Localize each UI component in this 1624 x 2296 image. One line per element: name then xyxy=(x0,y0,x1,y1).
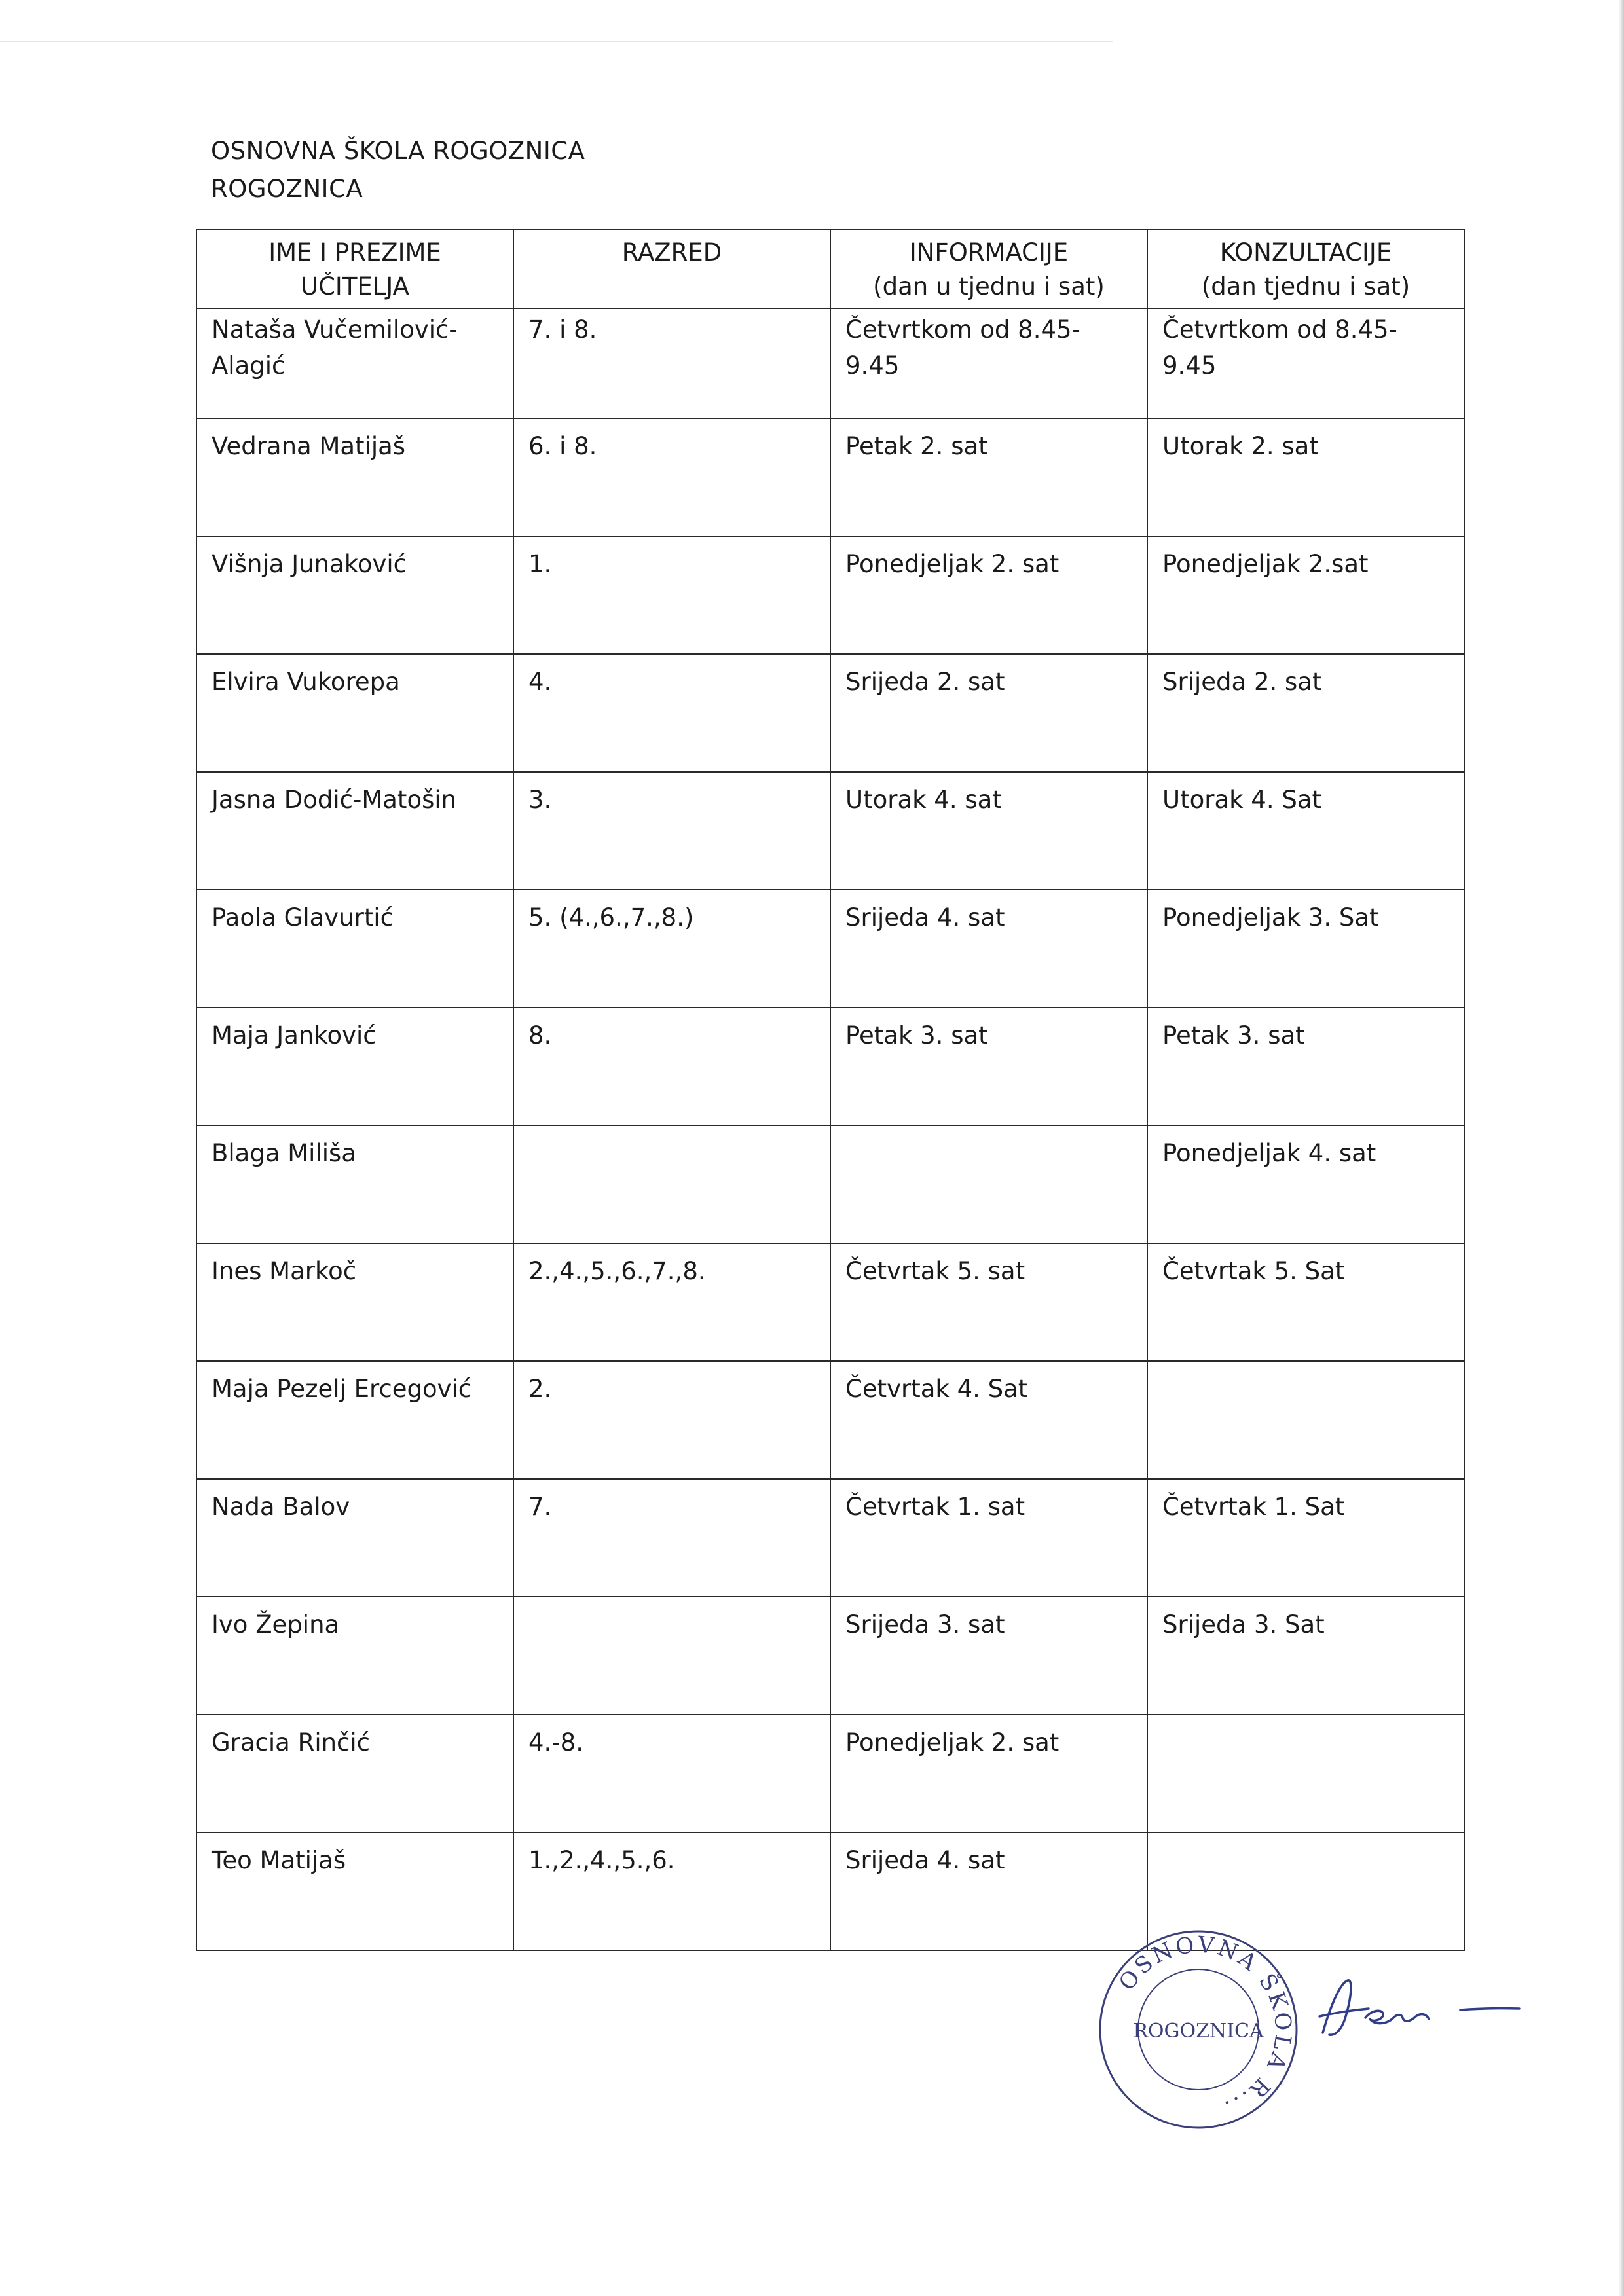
cell-konzultacije: Ponedjeljak 4. sat xyxy=(1147,1125,1464,1243)
cell-name: Ines Markoč xyxy=(196,1243,513,1361)
cell-konzultacije: Srijeda 3. Sat xyxy=(1147,1597,1464,1715)
column-header-line: INFORMACIJE xyxy=(909,238,1069,266)
cell-informacije: Četvrtkom od 8.45-9.45 xyxy=(830,308,1147,418)
cell-razred: 4. xyxy=(513,654,830,772)
school-seal-icon xyxy=(1094,1925,1303,2134)
cell-name: Maja Janković xyxy=(196,1008,513,1125)
cell-name: Vedrana Matijaš xyxy=(196,418,513,536)
table-row xyxy=(196,1008,1464,1125)
table-header-row xyxy=(196,230,1464,308)
cell-konzultacije: Srijeda 2. sat xyxy=(1147,654,1464,772)
cell-razred xyxy=(513,1597,830,1715)
cell-razred: 5. (4.,6.,7.,8.) xyxy=(513,890,830,1008)
column-header-line: (dan u tjednu i sat) xyxy=(873,272,1105,301)
cell-razred: 3. xyxy=(513,772,830,890)
column-header-razred xyxy=(513,230,830,308)
cell-razred: 2.,4.,5.,6.,7.,8. xyxy=(513,1243,830,1361)
cell-informacije: Srijeda 2. sat xyxy=(830,654,1147,772)
cell-konzultacije xyxy=(1147,1715,1464,1832)
table-row xyxy=(196,418,1464,536)
cell-name: Teo Matijaš xyxy=(196,1832,513,1950)
school-town: ROGOZNICA xyxy=(211,175,363,203)
cell-razred: 2. xyxy=(513,1361,830,1479)
cell-name: Jasna Dodić-Matošin xyxy=(196,772,513,890)
column-header-name xyxy=(196,230,513,308)
cell-informacije: Četvrtak 5. sat xyxy=(830,1243,1147,1361)
cell-name: Maja Pezelj Ercegović xyxy=(196,1361,513,1479)
cell-razred xyxy=(513,1125,830,1243)
cell-konzultacije: Utorak 4. Sat xyxy=(1147,772,1464,890)
table-row xyxy=(196,1361,1464,1479)
stamp-center-text: ROGOZNICA xyxy=(1133,2020,1264,2043)
cell-razred: 7. xyxy=(513,1479,830,1597)
column-header-line: IME I PREZIME xyxy=(268,238,441,266)
cell-informacije: Srijeda 4. sat xyxy=(830,890,1147,1008)
cell-informacije: Utorak 4. sat xyxy=(830,772,1147,890)
table-row xyxy=(196,1715,1464,1832)
cell-konzultacije: Petak 3. sat xyxy=(1147,1008,1464,1125)
cell-informacije: Petak 3. sat xyxy=(830,1008,1147,1125)
cell-informacije xyxy=(830,1125,1147,1243)
table-row xyxy=(196,1243,1464,1361)
cell-name: Ivo Žepina xyxy=(196,1597,513,1715)
handwritten-signature-icon xyxy=(1310,1971,1532,2049)
column-header-line: UČITELJA xyxy=(301,272,409,301)
cell-razred: 7. i 8. xyxy=(513,308,830,418)
cell-name: Paola Glavurtić xyxy=(196,890,513,1008)
cell-konzultacije: Četvrtkom od 8.45-9.45 xyxy=(1147,308,1464,418)
cell-razred: 1. xyxy=(513,536,830,654)
cell-informacije: Petak 2. sat xyxy=(830,418,1147,536)
cell-informacije: Srijeda 3. sat xyxy=(830,1597,1147,1715)
column-header-line: KONZULTACIJE xyxy=(1219,238,1392,266)
table-body xyxy=(196,308,1464,1950)
table-row xyxy=(196,308,1464,418)
column-header-konzultacije xyxy=(1147,230,1464,308)
stamp-ring-text: OSNOVNA ŠKOLA R... xyxy=(1113,1931,1297,2123)
cell-informacije: Ponedjeljak 2. sat xyxy=(830,536,1147,654)
column-header-line: (dan tjednu i sat) xyxy=(1201,272,1411,301)
table-row xyxy=(196,1479,1464,1597)
cell-konzultacije: Četvrtak 1. Sat xyxy=(1147,1479,1464,1597)
cell-name: Višnja Junaković xyxy=(196,536,513,654)
scan-artifact-line xyxy=(0,41,1113,42)
school-name: OSNOVNA ŠKOLA ROGOZNICA xyxy=(211,137,585,165)
cell-name: Elvira Vukorepa xyxy=(196,654,513,772)
cell-informacije: Četvrtak 1. sat xyxy=(830,1479,1147,1597)
cell-name: Nataša Vučemilović-Alagić xyxy=(196,308,513,418)
cell-name: Nada Balov xyxy=(196,1479,513,1597)
table-row xyxy=(196,536,1464,654)
cell-razred: 8. xyxy=(513,1008,830,1125)
column-header-line: RAZRED xyxy=(621,238,722,266)
table-row xyxy=(196,772,1464,890)
scan-edge-shadow xyxy=(1619,0,1624,2296)
table-row xyxy=(196,1125,1464,1243)
document-header xyxy=(211,132,585,208)
cell-name: Blaga Miliša xyxy=(196,1125,513,1243)
cell-informacije: Ponedjeljak 2. sat xyxy=(830,1715,1147,1832)
teacher-schedule-table xyxy=(196,229,1465,1951)
cell-name: Gracia Rinčić xyxy=(196,1715,513,1832)
cell-informacije: Četvrtak 4. Sat xyxy=(830,1361,1147,1479)
table-row xyxy=(196,654,1464,772)
cell-razred: 1.,2.,4.,5.,6. xyxy=(513,1832,830,1950)
cell-konzultacije: Četvrtak 5. Sat xyxy=(1147,1243,1464,1361)
cell-konzultacije xyxy=(1147,1361,1464,1479)
table-row xyxy=(196,890,1464,1008)
cell-informacije: Srijeda 4. sat xyxy=(830,1832,1147,1950)
cell-konzultacije: Utorak 2. sat xyxy=(1147,418,1464,536)
cell-razred: 4.-8. xyxy=(513,1715,830,1832)
cell-razred: 6. i 8. xyxy=(513,418,830,536)
column-header-informacije xyxy=(830,230,1147,308)
cell-konzultacije: Ponedjeljak 2.sat xyxy=(1147,536,1464,654)
table-row xyxy=(196,1597,1464,1715)
cell-konzultacije: Ponedjeljak 3. Sat xyxy=(1147,890,1464,1008)
